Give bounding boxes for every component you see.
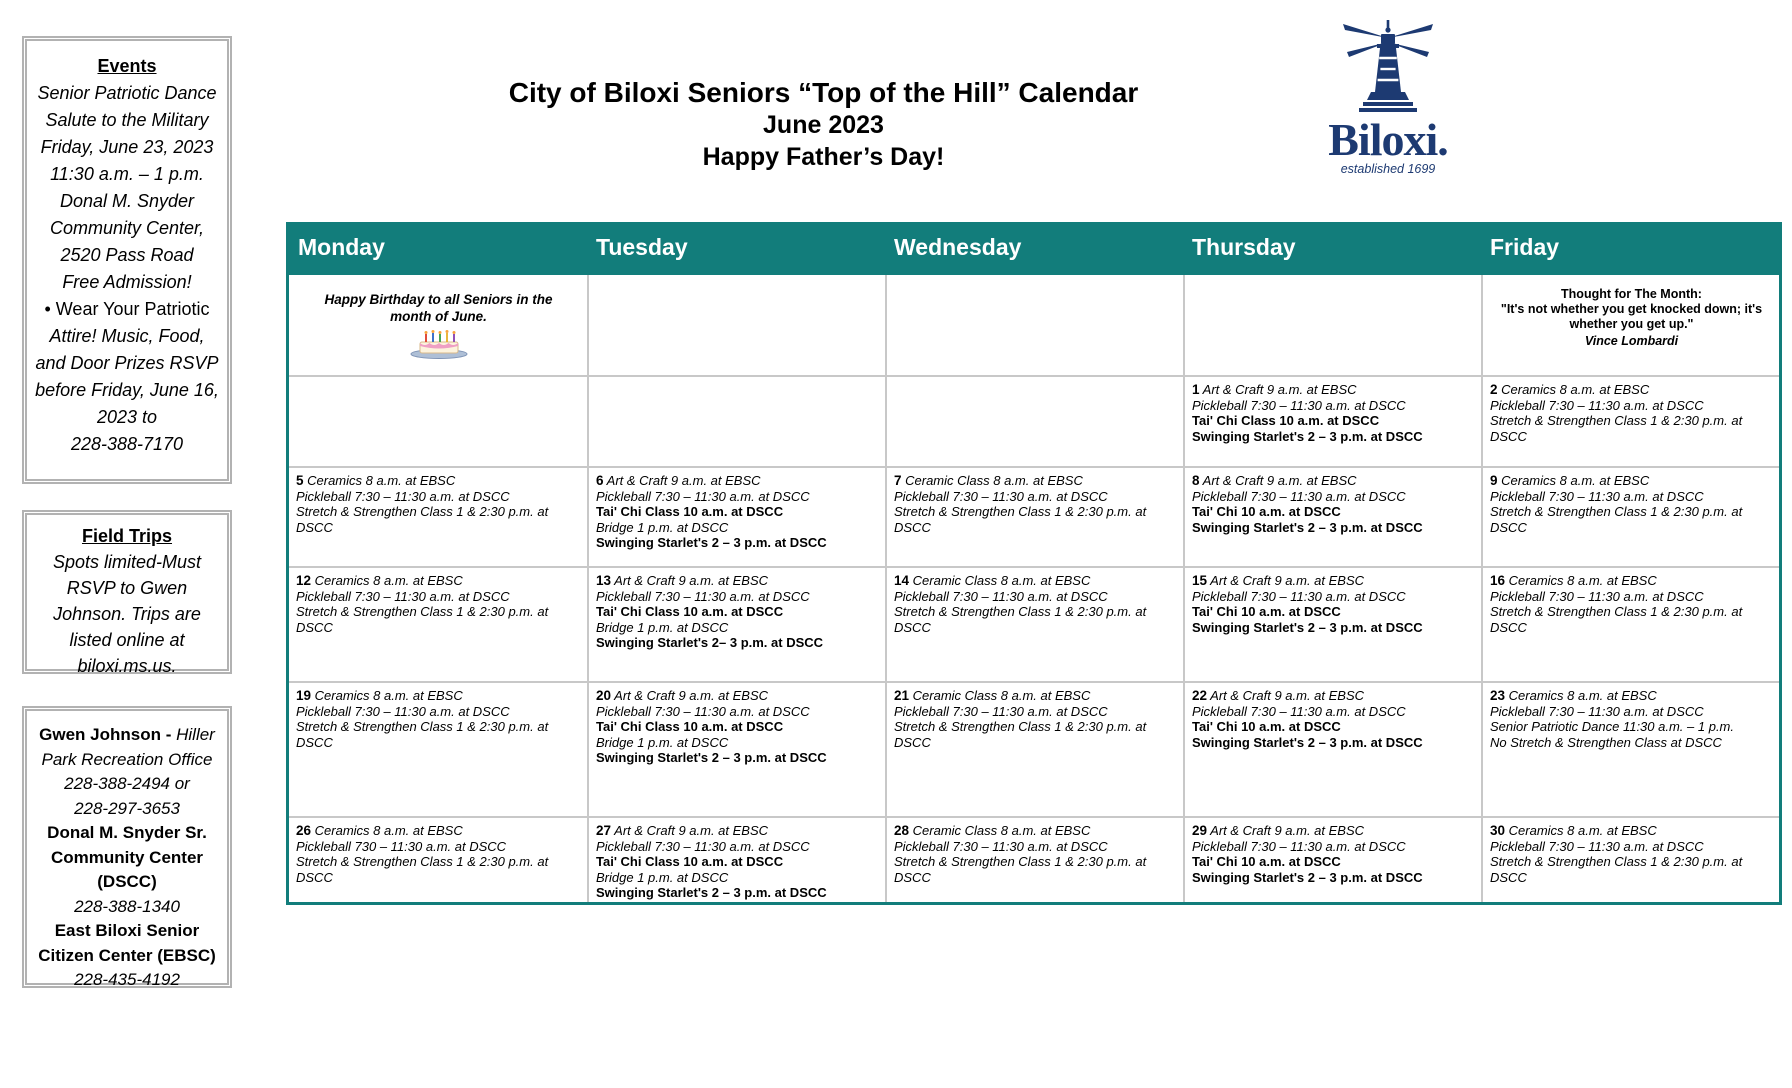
event-text: Ceramics 8 a.m. at EBSC [1505, 573, 1657, 588]
event-line [1192, 473, 1475, 489]
day-number: 28 [894, 823, 910, 838]
empty-day-cell [1183, 275, 1481, 375]
events-lines [27, 80, 227, 458]
event-line: Tai' Chi Class 10 a.m. at DSCC [596, 504, 784, 519]
event-line: Tai' Chi 10 a.m. at DSCC [1192, 854, 1341, 869]
day-cell-9 [1481, 468, 1779, 566]
birthday-note [296, 291, 581, 325]
event-line: Pickleball 7:30 – 11:30 a.m. at DSCC [1192, 588, 1406, 604]
day-header-monday: Monday [298, 234, 385, 260]
event-text: Ceramics 8 a.m. at EBSC [1497, 382, 1650, 397]
day-cell-5 [289, 468, 587, 566]
sidebar-line [27, 575, 227, 601]
sidebar-line [27, 107, 227, 134]
sidebar-line [27, 377, 227, 404]
day-number: 30 [1490, 823, 1506, 838]
sidebar-line-text: 228-388-7170 [70, 434, 184, 454]
event-text: Ceramic Class 8 a.m. at EBSC [909, 573, 1091, 588]
title-block [286, 76, 1361, 173]
events-box [22, 36, 232, 484]
sidebar-line [27, 161, 227, 188]
sidebar-line [27, 549, 227, 575]
empty-day-cell [587, 275, 885, 375]
calendar-title: City of Biloxi Seniors “Top of the Hill” Calendar [508, 77, 1139, 108]
event-line [596, 823, 879, 839]
event-line: Pickleball 7:30 – 11:30 a.m. at DSCC [894, 588, 1108, 604]
lighthouse-icon [1313, 18, 1463, 114]
day-number: 15 [1192, 573, 1208, 588]
event-line: Pickleball 7:30 – 11:30 a.m. at DSCC [1490, 838, 1704, 854]
empty-day-cell [885, 275, 1183, 375]
event-text: Art & Craft 9 a.m. at EBSC [1199, 473, 1357, 488]
event-line [596, 473, 879, 489]
sidebar-line-text: before Friday, June 16, [35, 380, 219, 400]
day-number: 12 [296, 573, 312, 588]
event-line: Stretch & Strengthen Class 1 & 2:30 p.m. at DSCC [296, 854, 549, 885]
event-line: Pickleball 7:30 – 11:30 a.m. at DSCC [894, 703, 1108, 719]
event-line [596, 573, 879, 589]
sidebar-line [27, 134, 227, 161]
thought-quote: "It's not whether you get knocked down; it's whether you get up." [1500, 302, 1763, 331]
event-line: Pickleball 7:30 – 11:30 a.m. at DSCC [894, 838, 1108, 854]
sidebar-line-text: Johnson. Trips are [53, 604, 201, 624]
day-cell-14 [885, 568, 1183, 681]
event-line: Bridge 1 p.m. at DSCC [596, 869, 729, 885]
field-trips-lines [27, 549, 227, 679]
sidebar-line-text: and Door Prizes RSVP [35, 353, 219, 373]
day-number: 1 [1192, 382, 1200, 397]
sidebar-line [27, 296, 227, 323]
event-line: Swinging Starlet's 2 – 3 p.m. at DSCC [596, 535, 827, 550]
sidebar-line-text: Donal M. Snyder [59, 191, 195, 211]
event-line [1192, 573, 1475, 589]
event-line: Tai' Chi Class 10 a.m. at DSCC [1192, 413, 1380, 428]
event-line: Tai' Chi Class 10 a.m. at DSCC [596, 604, 784, 619]
event-line [1192, 688, 1475, 704]
event-text: Ceramics 8 a.m. at EBSC [311, 573, 463, 588]
sidebar-line-text: Spots limited-Must [52, 552, 202, 572]
sidebar-line-text: East Biloxi Senior [54, 921, 200, 940]
event-line: Stretch & Strengthen Class 1 & 2:30 p.m. at DSCC [894, 504, 1147, 535]
calendar-week-row [289, 375, 1779, 466]
day-number: 20 [596, 688, 612, 703]
event-line: Pickleball 7:30 – 11:30 a.m. at DSCC [1192, 488, 1406, 504]
thought-title: Thought for The Month: [1561, 287, 1702, 301]
event-line: Swinging Starlet's 2 – 3 p.m. at DSCC [1192, 519, 1423, 535]
event-line: Pickleball 7:30 – 11:30 a.m. at DSCC [1490, 703, 1704, 719]
event-line [894, 573, 1177, 589]
event-line: Pickleball 7:30 – 11:30 a.m. at DSCC [296, 588, 510, 604]
sidebar-line [27, 748, 227, 773]
day-number: 9 [1490, 473, 1498, 488]
sidebar-line-text: Free Admission! [62, 272, 192, 292]
empty-day-cell [885, 377, 1183, 466]
day-cell-15 [1183, 568, 1481, 681]
event-text: Ceramics 8 a.m. at EBSC [1505, 823, 1657, 838]
event-text: Art & Craft 9 a.m. at EBSC [611, 688, 769, 703]
sidebar-line-text: Salute to the Military [45, 110, 209, 130]
event-line [1490, 473, 1773, 489]
sidebar-line [27, 870, 227, 895]
sidebar-line-text: Senior Patriotic Dance [37, 83, 217, 103]
sidebar-line-text: Gwen Johnson - [39, 725, 177, 744]
field-trips-box [22, 510, 232, 674]
day-cell-8 [1183, 468, 1481, 566]
event-line [1192, 823, 1475, 839]
day-header-wednesday: Wednesday [894, 234, 1022, 260]
event-line: Pickleball 7:30 – 11:30 a.m. at DSCC [296, 703, 510, 719]
event-line [1490, 573, 1773, 589]
event-line: Swinging Starlet's 2 – 3 p.m. at DSCC [596, 885, 827, 900]
sidebar-line-text: 228-388-2494 or [64, 774, 190, 793]
day-number: 2 [1490, 382, 1498, 397]
calendar-week-row [289, 681, 1779, 816]
calendar-month: June 2023 [763, 111, 884, 139]
event-line [894, 473, 1177, 489]
sidebar-line [27, 431, 227, 458]
sidebar-line-text: 2023 to [96, 407, 158, 427]
event-text: Art & Craft 9 a.m. at EBSC [1199, 382, 1357, 397]
sidebar-line-text: Donal M. Snyder Sr. [47, 823, 207, 842]
day-cell-22 [1183, 683, 1481, 816]
sidebar-line [27, 269, 227, 296]
calendar-week-row [289, 275, 1779, 375]
sidebar-line [27, 772, 227, 797]
event-line: Swinging Starlet's 2 – 3 p.m. at DSCC [1192, 428, 1423, 444]
event-line [894, 823, 1177, 839]
sidebar-line [27, 723, 227, 748]
sidebar-line [27, 919, 227, 944]
event-line: Tai' Chi Class 10 a.m. at DSCC [596, 719, 784, 734]
field-trips-heading: Field Trips [81, 526, 173, 546]
event-line: Bridge 1 p.m. at DSCC [596, 619, 729, 635]
sidebar-line [27, 242, 227, 269]
events-heading: Events [97, 56, 157, 76]
event-text: Ceramics 8 a.m. at EBSC [311, 823, 463, 838]
event-line [296, 473, 581, 489]
day-number: 7 [894, 473, 902, 488]
sidebar-line-text: Community Center, [49, 218, 205, 238]
sidebar-line-text: (DSCC) [97, 872, 157, 891]
event-line: Bridge 1 p.m. at DSCC [596, 519, 729, 535]
day-number: 16 [1490, 573, 1506, 588]
event-line: Pickleball 7:30 – 11:30 a.m. at DSCC [1490, 397, 1704, 413]
birthday-cell [289, 275, 587, 375]
event-line [1192, 382, 1475, 398]
event-line: Bridge 1 p.m. at DSCC [596, 734, 729, 750]
event-line: Tai' Chi 10 a.m. at DSCC [1192, 504, 1341, 519]
event-line: Pickleball 7:30 – 11:30 a.m. at DSCC [1490, 588, 1704, 604]
event-line: Pickleball 7:30 – 11:30 a.m. at DSCC [1192, 838, 1406, 854]
event-line: Stretch & Strengthen Class 1 & 2:30 p.m. at DSCC [1490, 504, 1743, 535]
day-cell-29 [1183, 818, 1481, 902]
event-line: Stretch & Strengthen Class 1 & 2:30 p.m. at DSCC [894, 854, 1147, 885]
day-number: 21 [894, 688, 910, 703]
birthday-note-line: month of June. [390, 309, 487, 324]
event-text: Art & Craft 9 a.m. at EBSC [1207, 823, 1365, 838]
sidebar-line-text: 228-297-3653 [74, 798, 180, 818]
day-number: 23 [1490, 688, 1506, 703]
event-line [1490, 382, 1773, 398]
sidebar-line [27, 627, 227, 653]
day-cell-2 [1481, 377, 1779, 466]
day-cell-28 [885, 818, 1183, 902]
day-number: 8 [1192, 473, 1200, 488]
event-line: Pickleball 7:30 – 11:30 a.m. at DSCC [596, 588, 810, 604]
event-line: No Stretch & Strengthen Class at DSCC [1490, 734, 1722, 750]
event-line: Stretch & Strengthen Class 1 & 2:30 p.m. at DSCC [296, 504, 549, 535]
event-line [596, 688, 879, 704]
calendar-table [286, 222, 1782, 905]
birthday-cake-icon [407, 329, 471, 359]
event-line: Pickleball 7:30 – 11:30 a.m. at DSCC [1192, 703, 1406, 719]
sidebar-line [27, 80, 227, 107]
day-header-friday: Friday [1490, 234, 1560, 260]
sidebar-line [27, 846, 227, 871]
event-line: Pickleball 730 – 11:30 a.m. at DSCC [296, 838, 507, 854]
event-line: Pickleball 7:30 – 11:30 a.m. at DSCC [596, 838, 810, 854]
day-cell-12 [289, 568, 587, 681]
day-cell-6 [587, 468, 885, 566]
day-number: 26 [296, 823, 312, 838]
day-cell-26 [289, 818, 587, 902]
sidebar-line [27, 601, 227, 627]
event-line: Pickleball 7:30 – 11:30 a.m. at DSCC [596, 488, 810, 504]
event-line: Stretch & Strengthen Class 1 & 2:30 p.m. at DSCC [296, 719, 549, 750]
event-line: Tai' Chi Class 10 a.m. at DSCC [596, 854, 784, 869]
event-line: Swinging Starlet's 2 – 3 p.m. at DSCC [1192, 619, 1423, 635]
biloxi-logo [1298, 18, 1478, 186]
day-cell-13 [587, 568, 885, 681]
calendar-header-row [289, 225, 1779, 275]
event-line: Stretch & Strengthen Class 1 & 2:30 p.m. at DSCC [1490, 604, 1743, 635]
event-line [1490, 823, 1773, 839]
sidebar-line [27, 797, 227, 822]
sidebar-line-text: Hiller [176, 725, 215, 744]
day-cell-1 [1183, 377, 1481, 466]
event-line: Stretch & Strengthen Class 1 & 2:30 p.m. at DSCC [296, 604, 549, 635]
sidebar-line [27, 215, 227, 242]
day-cell-7 [885, 468, 1183, 566]
day-number: 19 [296, 688, 312, 703]
sidebar-line [27, 323, 227, 350]
sidebar-line-text: listed online at [69, 630, 185, 650]
day-number: 29 [1192, 823, 1208, 838]
thought-cell [1481, 275, 1779, 375]
sidebar-line [27, 821, 227, 846]
empty-day-cell [289, 377, 587, 466]
event-line: Stretch & Strengthen Class 1 & 2:30 p.m. at DSCC [1490, 854, 1743, 885]
contacts-lines [27, 723, 227, 993]
event-line: Stretch & Strengthen Class 1 & 2:30 p.m. at DSCC [1490, 413, 1743, 444]
biloxi-wordmark: Biloxi. [1328, 114, 1448, 165]
day-header-tuesday: Tuesday [596, 234, 688, 260]
event-line [894, 688, 1177, 704]
day-number: 6 [596, 473, 604, 488]
birthday-note-line: Happy Birthday to all Seniors in the [324, 292, 553, 307]
day-header-thursday: Thursday [1192, 234, 1296, 260]
day-cell-30 [1481, 818, 1779, 902]
event-line: Pickleball 7:30 – 11:30 a.m. at DSCC [596, 703, 810, 719]
sidebar-line-text: 228-388-1340 [74, 896, 180, 916]
calendar-week-row [289, 466, 1779, 566]
event-line [296, 688, 581, 704]
event-line: Swinging Starlet's 2 – 3 p.m. at DSCC [596, 750, 827, 765]
event-text: Ceramics 8 a.m. at EBSC [1505, 688, 1657, 703]
sidebar-line [27, 188, 227, 215]
event-text: Art & Craft 9 a.m. at EBSC [1207, 573, 1365, 588]
event-line: Stretch & Strengthen Class 1 & 2:30 p.m. at DSCC [894, 604, 1147, 635]
sidebar-line-text: Friday, June 23, 2023 [40, 137, 214, 157]
sidebar-line-text: Attire! Music, Food, [49, 326, 205, 346]
event-text: Art & Craft 9 a.m. at EBSC [603, 473, 761, 488]
event-line: Pickleball 7:30 – 11:30 a.m. at DSCC [296, 488, 510, 504]
biloxi-tagline: established 1699 [1340, 162, 1436, 176]
day-cell-27 [587, 818, 885, 902]
event-line [1490, 688, 1773, 704]
thought-author: Vince Lombardi [1584, 334, 1679, 348]
event-line: Tai' Chi 10 a.m. at DSCC [1192, 719, 1341, 734]
empty-day-cell [587, 377, 885, 466]
event-line: Pickleball 7:30 – 11:30 a.m. at DSCC [1490, 488, 1704, 504]
event-text: Ceramic Class 8 a.m. at EBSC [909, 688, 1091, 703]
event-text: Ceramics 8 a.m. at EBSC [311, 688, 463, 703]
event-line: Stretch & Strengthen Class 1 & 2:30 p.m. at DSCC [894, 719, 1147, 750]
sidebar-line-text: 11:30 a.m. – 1 p.m. [50, 164, 204, 184]
event-text: Art & Craft 9 a.m. at EBSC [611, 573, 769, 588]
sidebar-line-text: RSVP to Gwen [66, 578, 188, 598]
event-text: Art & Craft 9 a.m. at EBSC [611, 823, 769, 838]
event-text: Ceramic Class 8 a.m. at EBSC [909, 823, 1091, 838]
event-line: Swinging Starlet's 2 – 3 p.m. at DSCC [1192, 734, 1423, 750]
event-line: Pickleball 7:30 – 11:30 a.m. at DSCC [1192, 397, 1406, 413]
sidebar-line [27, 944, 227, 969]
event-line: Senior Patriotic Dance 11:30 a.m. – 1 p.m. [1490, 719, 1734, 734]
day-number: 27 [596, 823, 612, 838]
event-line [296, 573, 581, 589]
event-line: Swinging Starlet's 2 – 3 p.m. at DSCC [1192, 869, 1423, 885]
calendar-week-row [289, 816, 1779, 902]
day-cell-16 [1481, 568, 1779, 681]
day-number: 5 [296, 473, 304, 488]
sidebar-line-text: Community Center [50, 847, 204, 867]
day-cell-23 [1481, 683, 1779, 816]
day-number: 22 [1192, 688, 1208, 703]
day-cell-20 [587, 683, 885, 816]
contacts-box [22, 706, 232, 988]
sidebar-line-text: • Wear Your Patriotic [44, 299, 210, 319]
day-cell-19 [289, 683, 587, 816]
sidebar-line [27, 404, 227, 431]
event-line: Pickleball 7:30 – 11:30 a.m. at DSCC [894, 488, 1108, 504]
day-cell-21 [885, 683, 1183, 816]
event-text: Ceramics 8 a.m. at EBSC [303, 473, 456, 488]
event-line [296, 823, 581, 839]
event-line: Tai' Chi 10 a.m. at DSCC [1192, 604, 1341, 619]
sidebar-line [27, 895, 227, 920]
day-number: 14 [894, 573, 910, 588]
sidebar-line-text: Park Recreation Office [41, 749, 213, 769]
sidebar-line-text: biloxi.ms.us. [77, 656, 177, 676]
event-text: Ceramics 8 a.m. at EBSC [1497, 473, 1650, 488]
calendar-greeting: Happy Father’s Day! [702, 143, 945, 171]
sidebar-line [27, 653, 227, 679]
sidebar-line [27, 968, 227, 993]
sidebar-line-text: 228-435-4192 [74, 970, 180, 989]
sidebar-line-text: Citizen Center (EBSC) [38, 945, 216, 965]
event-line: Swinging Starlet's 2– 3 p.m. at DSCC [596, 635, 824, 650]
day-number: 13 [596, 573, 612, 588]
event-text: Ceramic Class 8 a.m. at EBSC [901, 473, 1083, 488]
event-text: Art & Craft 9 a.m. at EBSC [1207, 688, 1365, 703]
sidebar-line-text: 2520 Pass Road [60, 245, 194, 265]
calendar-week-row [289, 566, 1779, 681]
sidebar-line [27, 350, 227, 377]
